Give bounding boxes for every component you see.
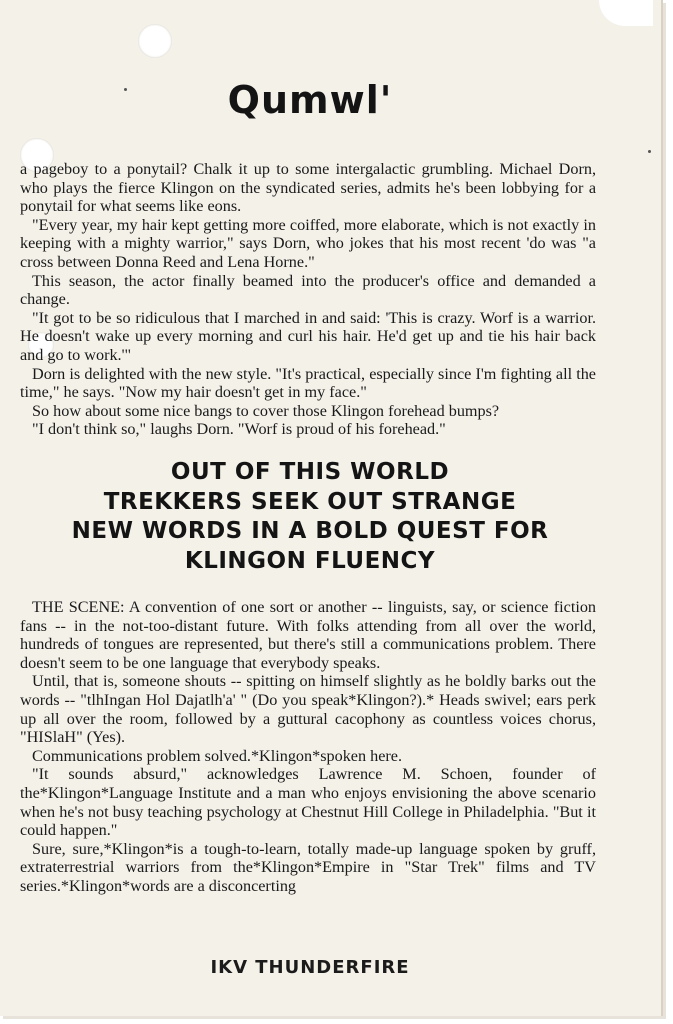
paragraph: THE SCENE: A convention of one sort or another -- linguists, say, or science fiction fans -- in the not-too-distant future. With folks attending from all over the world, hundreds of tongues are represented, but there's still a communications problem. There doesn't seem to be one language that everybody speaks. [20,598,596,672]
paragraph: So how about some nice bangs to cover those Klingon forehead bumps? [32,401,500,420]
page-title: Qumwl' [227,78,393,122]
paragraph: Dorn is delighted with the new style. "It's practical, especially since I'm fighting all the time," he says. "Now my hair doesn't get in my face." [20,364,596,402]
headline-line: TREKKERS SEEK OUT STRANGE [103,488,517,515]
headline-line: KLINGON FLUENCY [184,547,436,574]
paragraph: Until, that is, someone shouts -- spitting on himself slightly as he boldly barks out the words -- "tlhIngan Hol Dajatlh'a' " (Do you speak*Klingon?).* Heads swivel; ears perk up all over the room, followed by a guttural cacophony as countless voices chorus, "HISlaH" (Yes). [20,672,596,747]
page-footer: IKV THUNDERFIRE [210,957,410,978]
speck [648,150,651,153]
paragraph: Communications problem solved.*Klingon*spoken here. [32,746,403,765]
paragraph: a pageboy to a ponytail? Chalk it up to some intergalactic grumbling. Michael Dorn, who plays the fierce Klingon on the syndicated series, admits he's been lobbying for a ponytail for what seems like eons. [20,160,596,216]
article-headline [0,458,620,576]
paragraph: "I don't think so," laughs Dorn. "Worf is proud of his forehead." [32,420,446,439]
paragraph: "Every year, my hair kept getting more coiffed, more elaborate, which is not exactly in keeping with a mighty warrior," says Dorn, who jokes that his most recent 'do was "a cross between Donna Reed and Lena Horne." [20,215,596,271]
torn-corner [599,0,653,26]
paragraph: This season, the actor finally beamed into the producer's office and demanded a change. [20,271,596,309]
headline-line: OUT OF THIS WORLD [170,459,450,485]
headline-line: NEW WORDS IN A BOLD QUEST FOR [71,518,549,544]
paragraph: "It got to be so ridiculous that I marched in and said: 'This is crazy. Worf is a warrior. He doesn't wake up every morning and curl his hair. He'd get up and tie his hair back and go to work.'" [20,308,596,364]
punch-hole [138,24,172,58]
article-bottom [20,598,596,896]
paragraph: "It sounds absurd," acknowledges Lawrence M. Schoen, founder of the*Klingon*Language Institute and a man who enjoys envisioning the above scenario when he's not busy teaching psychology at Chestnut Hill College in Philadelphia. "But it could happen." [20,765,596,840]
paragraph: Sure, sure,*Klingon*is a tough-to-learn, totally made-up language spoken by gruff, extraterrestrial warriors from the*Klingon*Empire in "Star Trek" films and TV series.*Klingon*words are a disconcerting [20,839,596,895]
article-top [20,160,596,439]
